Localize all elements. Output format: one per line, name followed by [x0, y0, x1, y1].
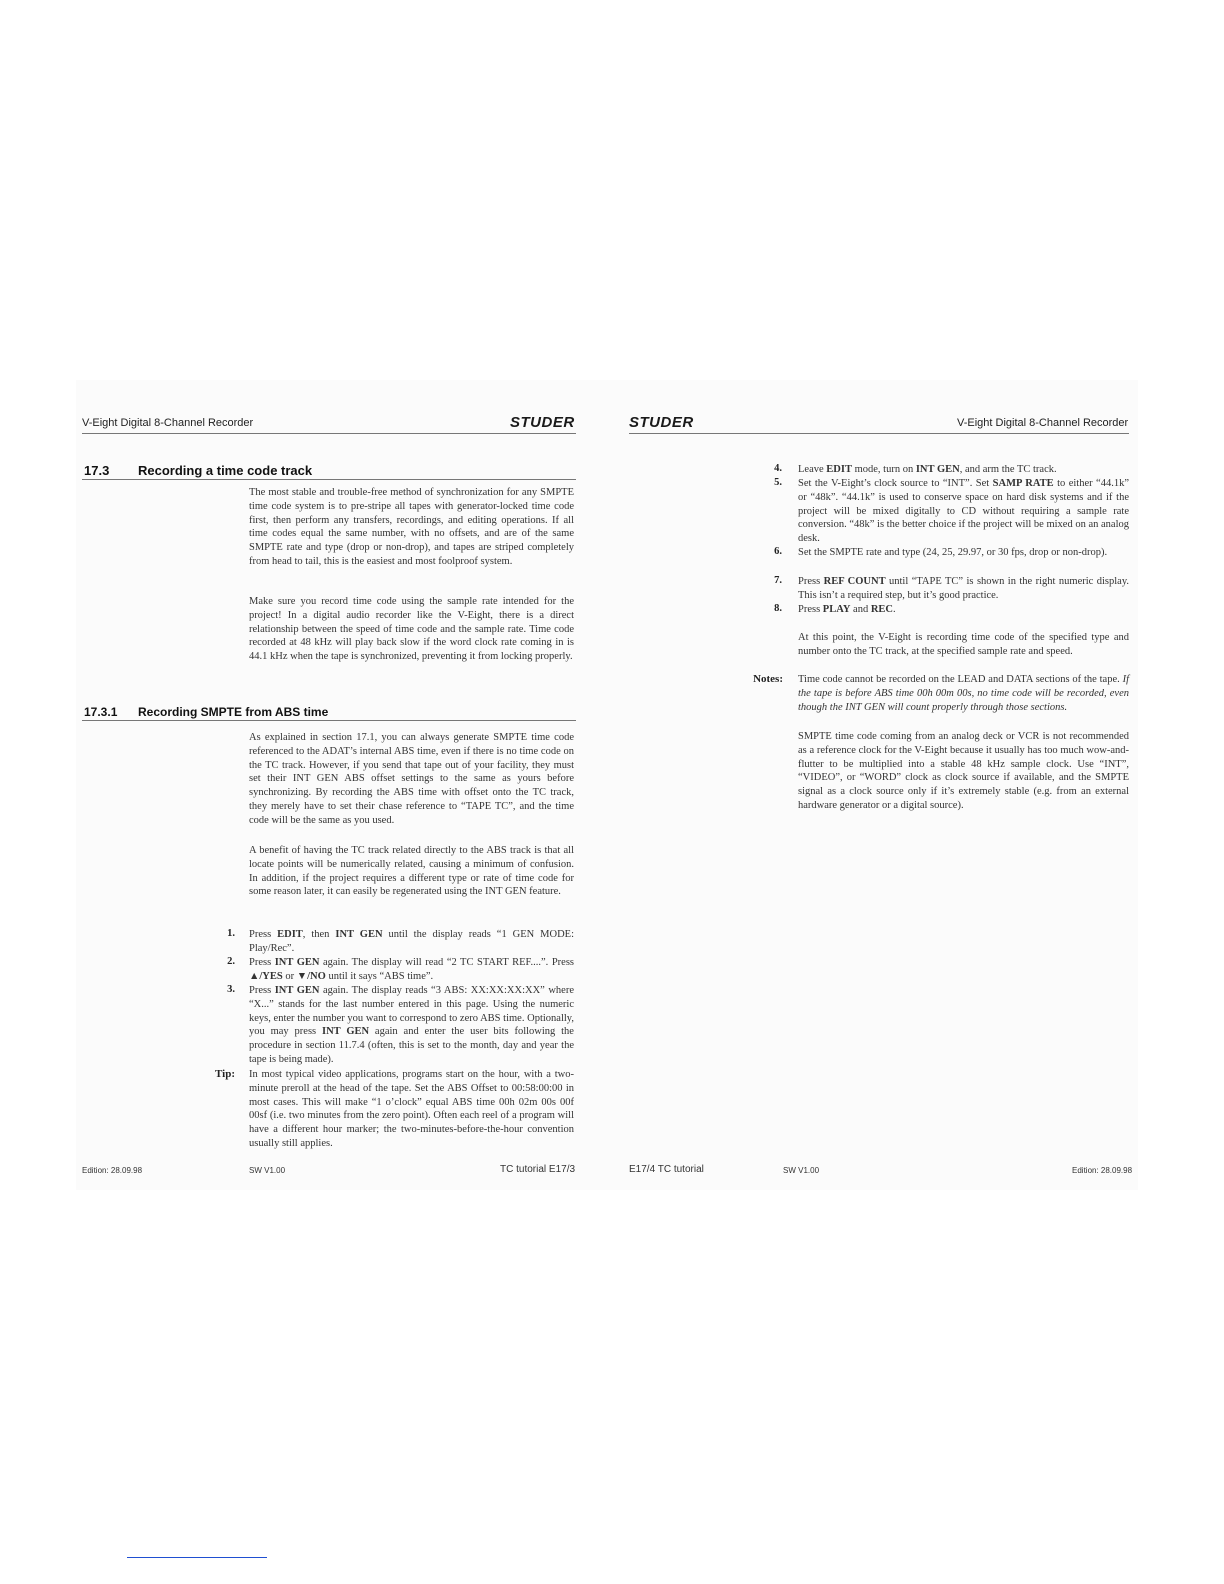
subsection-paragraph-2: A benefit of having the TC track related directly to the ABS track is that all locate points will be numerically related, causing a minimum of confusion. In addition, if the project requires a different type or rate of time code for some reason later, it can easily be regenerated using the INT GEN feature.	[249, 845, 574, 898]
tip-label: Tip:	[215, 1068, 235, 1080]
left-header-title: V-Eight Digital 8-Channel Recorder	[82, 417, 254, 429]
left-header-rule	[82, 433, 576, 434]
step-number: 8.	[774, 603, 782, 614]
section-rule	[82, 479, 576, 480]
note-2-text: SMPTE time code coming from an analog deck or VCR is not recommended as a reference clock for the V-Eight because it usually has too much wow-and-flutter to be multiplied into a stable 48 kHz sample clock. Use “INT”, “VIDEO”, or “WORD” clock as clock source if available, and the SMPTE signal as a clock source only if it’s extremely stable (e.g. from an external hardware generator or a digital source).	[798, 731, 1129, 811]
step-number: 5.	[774, 477, 782, 488]
step-2-text: Press INT GEN again. The display will read “2 TC START REF....”. Press ▲/YES or ▼/NO until it says “ABS time”.	[249, 957, 574, 982]
step-number: 3.	[227, 984, 235, 995]
subsection-rule	[82, 720, 576, 721]
right-brand-logo: STUDER	[629, 414, 694, 431]
left-footer-edition: Edition: 28.09.98	[82, 1166, 143, 1175]
section-number: 17.3	[84, 463, 110, 478]
link-underline[interactable]	[127, 1557, 267, 1558]
right-footer-edition: Edition: 28.09.98	[1072, 1166, 1133, 1175]
step-6-text: Set the SMPTE rate and type (24, 25, 29.97, or 30 fps, drop or non-drop).	[798, 547, 1108, 558]
step-number: 4.	[774, 463, 782, 474]
step-number: 1.	[227, 928, 235, 939]
right-footer-page: E17/4 TC tutorial	[629, 1164, 704, 1175]
section-paragraph-1: The most stable and trouble-free method of synchronization for any SMPTE time code system is to pre-stripe all tapes with generator-locked time code first, then perform any transfers, recordings, and editing operations. If all time codes equal the same number, with no offsets, and are of the same SMPTE rate and type (drop or non-drop), and tapes are striped completely from head to tail, this is the easiest and most foolproof system.	[249, 487, 574, 567]
right-footer-sw: SW V1.00	[783, 1166, 820, 1175]
left-footer-page: TC tutorial E17/3	[500, 1164, 576, 1175]
step-3-text: Press INT GEN again. The display reads “3 ABS: XX:XX:XX:XX” where “X...” stands for the last number entered in this page. Using the numeric keys, enter the number you want to correspond to zero ABS time. Optionally, you may press INT GEN again and enter the user bits following the procedure in section 11.7.4 (often, this is set to the month, day and year the tape is being made).	[249, 985, 574, 1065]
left-footer-sw: SW V1.00	[249, 1166, 286, 1175]
step-1-text: Press EDIT, then INT GEN until the display reads “1 GEN MODE: Play/Rec”.	[249, 929, 575, 954]
step-number: 7.	[774, 575, 782, 586]
section-title: Recording a time code track	[138, 463, 313, 478]
after-steps-paragraph: At this point, the V-Eight is recording time code of the specified type and number onto the TC track, at the specified sample rate and speed.	[798, 632, 1129, 657]
left-brand-logo: STUDER	[510, 414, 575, 431]
note-1-text: Time code cannot be recorded on the LEAD and DATA sections of the tape. If the tape is before ABS time 00h 00m 00s, no time code will be recorded, even though the INT GEN will count properly through those sections.	[798, 674, 1129, 713]
step-8-text: Press PLAY and REC.	[798, 604, 896, 615]
subsection-number: 17.3.1	[84, 705, 118, 719]
right-header-title: V-Eight Digital 8-Channel Recorder	[957, 417, 1129, 429]
subsection-paragraph-1: As explained in section 17.1, you can always generate SMPTE time code referenced to the ADAT’s internal ABS time, even if there is no time code on the TC track. However, if you send that tape out of your facility, they must set their INT GEN ABS offset settings to the same as yours before synchronizing. By recording the ABS time with offset onto the TC track, they merely have to set their chase reference to “TAPE TC”, and the time code will be the same as you used.	[249, 732, 574, 826]
subsection-title: Recording SMPTE from ABS time	[138, 705, 329, 719]
step-7-text: Press REF COUNT until “TAPE TC” is shown in the right numeric display. This isn’t a required step, but it’s good practice.	[798, 576, 1130, 601]
step-number: 6.	[774, 546, 782, 557]
step-number: 2.	[227, 956, 235, 967]
step-5-text: Set the V-Eight’s clock source to “INT”. Set SAMP RATE to either “44.1k” or “48k”. “44.1k” is used to conserve space on hard disk systems and if the project will be mixed digitally to CD without requiring a sample rate conversion. “48k” is the better choice if the project will be mixed on an analog desk.	[798, 478, 1130, 545]
step-4-text: Leave EDIT mode, turn on INT GEN, and arm the TC track.	[798, 464, 1057, 475]
tip-text: In most typical video applications, programs start on the hour, with a two-minute preroll at the head of the tape. Set the ABS Offset to 00:58:00:00 in most cases. This will make “1 o’clock” equal ABS time 00h 02m 00s 00f 00sf (i.e. two minutes from the zero point). Often each reel of a program will have a different hour marker; the two-minutes-before-the-hour convention usually still applies.	[249, 1069, 574, 1149]
right-header-rule	[629, 433, 1129, 434]
notes-label: Notes:	[753, 673, 783, 685]
section-paragraph-2: Make sure you record time code using the sample rate intended for the project! In a digital audio recorder like the V-Eight, there is a direct relationship between the speed of time code and the sample rate. Time code recorded at 48 kHz will play back slow if the word clock rate coming in is 44.1 kHz when the tape is synchronized, preventing it from locking properly.	[249, 596, 574, 663]
